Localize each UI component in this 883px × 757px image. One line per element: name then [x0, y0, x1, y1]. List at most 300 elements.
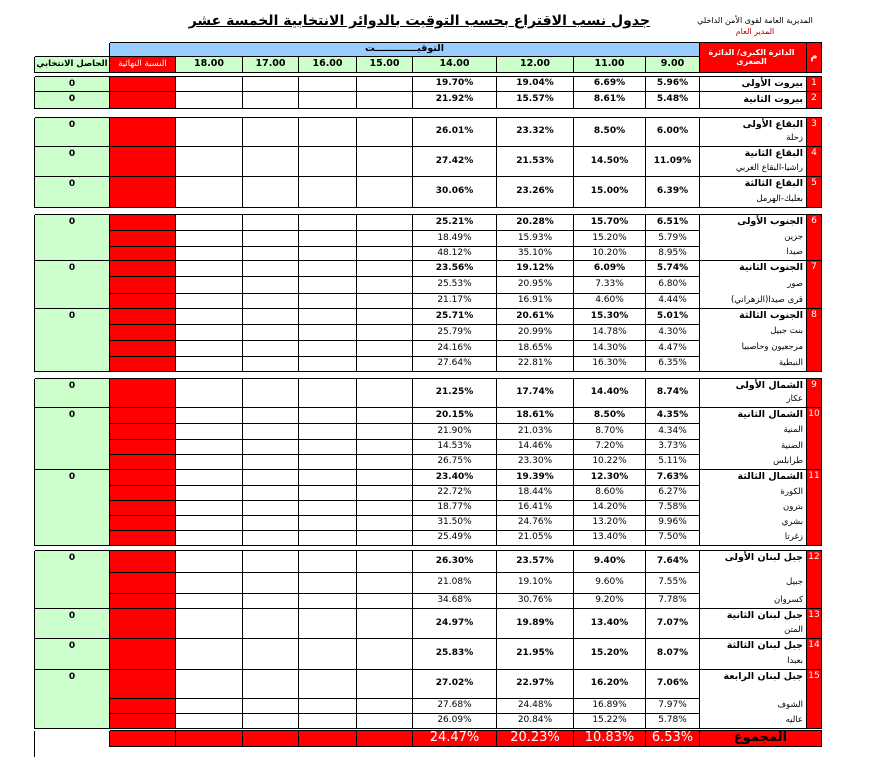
final-ratio-cell: [110, 77, 176, 92]
header-result: الحاصل الانتخابي: [35, 57, 110, 73]
turnout-value: 14.78%: [574, 325, 646, 341]
final-ratio-cell: [110, 341, 176, 357]
turnout-value: 16.41%: [497, 501, 574, 516]
result-cell: 0: [35, 408, 110, 470]
turnout-value: 7.97%: [646, 699, 700, 714]
turnout-value: 8.74%: [646, 379, 700, 408]
turnout-value: 27.42%: [413, 147, 497, 177]
time-cell-empty: [357, 486, 413, 501]
turnout-value: 18.44%: [497, 486, 574, 501]
time-cell-empty: [357, 516, 413, 531]
sub-district-name: بشري: [781, 516, 803, 527]
time-cell-empty: [176, 594, 243, 609]
total-value: 20.23%: [497, 731, 574, 747]
turnout-value: 5.74%: [646, 261, 700, 277]
turnout-value: 15.70%: [574, 215, 646, 231]
turnout-value: 24.16%: [413, 341, 497, 357]
result-cell: 0: [35, 609, 110, 639]
row-index: 15: [807, 670, 822, 729]
sub-district-name: بعلبك-الهرمل: [756, 194, 803, 204]
circle-name-cell: [700, 609, 807, 639]
time-cell-empty: [357, 92, 413, 109]
circle-name-cell: [700, 92, 807, 109]
circle-title: الشمال الثانية: [737, 409, 803, 420]
time-cell-empty: [243, 118, 299, 147]
turnout-value: 7.06%: [646, 670, 700, 699]
turnout-value: 4.30%: [646, 325, 700, 341]
time-cell-empty: [299, 531, 357, 546]
turnout-value: 15.22%: [574, 714, 646, 729]
turnout-value: 7.33%: [574, 277, 646, 294]
sub-district-name: النبطية: [778, 357, 803, 368]
time-cell-empty: [176, 699, 243, 714]
sub-district-name: المنية: [783, 425, 803, 435]
turnout-value: 7.20%: [574, 440, 646, 455]
time-cell-empty: [176, 277, 243, 294]
time-cell-empty: [357, 424, 413, 440]
time-cell-empty: [243, 325, 299, 341]
time-cell-empty: [176, 261, 243, 277]
turnout-value: 8.70%: [574, 424, 646, 440]
circle-title: الجنوب الأولى: [737, 216, 803, 227]
time-cell-empty: [299, 516, 357, 531]
final-ratio-cell: [110, 177, 176, 208]
time-cell-empty: [243, 261, 299, 277]
circle-title: الجنوب الثانية: [739, 262, 803, 273]
turnout-value: 10.20%: [574, 247, 646, 261]
circle-name-cell: [700, 379, 807, 408]
time-cell-empty: [243, 573, 299, 594]
turnout-value: 26.30%: [413, 551, 497, 573]
time-cell-empty: [176, 215, 243, 231]
header-time-16.00: 16.00: [299, 57, 357, 73]
turnout-value: 34.68%: [413, 594, 497, 609]
time-cell-empty: [176, 455, 243, 470]
total-empty-cell: [299, 731, 357, 747]
circle-title: البقاع الثانية: [744, 148, 803, 159]
circle-title: الشمال الأولى: [735, 380, 803, 391]
header-time: التوقيـــــــــــــت: [110, 43, 700, 57]
final-ratio-cell: [110, 501, 176, 516]
row-index: 4: [807, 147, 822, 177]
turnout-value: 6.80%: [646, 277, 700, 294]
sub-district-name: بيروت الثانية: [743, 93, 803, 105]
time-cell-empty: [299, 215, 357, 231]
turnout-value: 7.64%: [646, 551, 700, 573]
time-cell-empty: [176, 357, 243, 372]
time-cell-empty: [299, 341, 357, 357]
time-cell-empty: [176, 470, 243, 486]
time-cell-empty: [299, 147, 357, 177]
turnout-value: 5.11%: [646, 455, 700, 470]
time-cell-empty: [243, 277, 299, 294]
circle-name-cell: [700, 177, 807, 208]
sub-district-name: قرى صيدا(الزهراني): [731, 294, 803, 305]
turnout-value: 23.56%: [413, 261, 497, 277]
total-empty-cell: [176, 731, 243, 747]
circle-title: الشمال الثالثة: [737, 471, 803, 482]
turnout-value: 8.50%: [574, 118, 646, 147]
final-ratio-cell: [110, 408, 176, 424]
header-time-11.00: 11.00: [574, 57, 646, 73]
time-cell-empty: [176, 77, 243, 92]
turnout-value: 6.39%: [646, 177, 700, 208]
time-cell-empty: [299, 440, 357, 455]
time-cell-empty: [357, 341, 413, 357]
turnout-value: 16.30%: [574, 357, 646, 372]
sub-district-name: المتن: [784, 625, 803, 635]
turnout-value: 19.04%: [497, 77, 574, 92]
time-cell-empty: [243, 177, 299, 208]
turnout-value: 20.84%: [497, 714, 574, 729]
time-cell-empty: [299, 470, 357, 486]
time-cell-empty: [243, 294, 299, 309]
time-cell-empty: [357, 408, 413, 424]
final-ratio-cell: [110, 294, 176, 309]
turnout-value: 23.57%: [497, 551, 574, 573]
turnout-value: 21.90%: [413, 424, 497, 440]
turnout-value: 23.32%: [497, 118, 574, 147]
final-ratio-cell: [110, 118, 176, 147]
time-cell-empty: [243, 341, 299, 357]
result-cell: 0: [35, 551, 110, 609]
table-border: [34, 731, 35, 757]
turnout-value: 23.40%: [413, 470, 497, 486]
turnout-value: 3.73%: [646, 440, 700, 455]
turnout-value: 9.60%: [574, 573, 646, 594]
turnout-value: 5.01%: [646, 309, 700, 325]
turnout-value: 17.74%: [497, 379, 574, 408]
turnout-value: 21.05%: [497, 531, 574, 546]
turnout-value: 24.76%: [497, 516, 574, 531]
final-ratio-cell: [110, 573, 176, 594]
circle-title: البقاع الأولى: [742, 119, 803, 130]
final-ratio-cell: [110, 440, 176, 455]
final-ratio-cell: [110, 699, 176, 714]
turnout-value: 16.91%: [497, 294, 574, 309]
turnout-value: 14.20%: [574, 501, 646, 516]
time-cell-empty: [176, 424, 243, 440]
turnout-value: 9.40%: [574, 551, 646, 573]
time-cell-empty: [243, 357, 299, 372]
turnout-value: 7.78%: [646, 594, 700, 609]
time-cell-empty: [299, 261, 357, 277]
row-index: 13: [807, 609, 822, 639]
turnout-value: 31.50%: [413, 516, 497, 531]
time-cell-empty: [357, 531, 413, 546]
row-index: 10: [807, 408, 822, 470]
turnout-value: 6.27%: [646, 486, 700, 501]
time-cell-empty: [243, 147, 299, 177]
row-index: 1: [807, 77, 822, 92]
turnout-value: 19.70%: [413, 77, 497, 92]
turnout-value: 20.15%: [413, 408, 497, 424]
circle-name-cell: [700, 118, 807, 147]
turnout-value: 21.53%: [497, 147, 574, 177]
time-cell-empty: [357, 77, 413, 92]
time-cell-empty: [299, 325, 357, 341]
final-ratio-cell: [110, 639, 176, 670]
time-cell-empty: [243, 379, 299, 408]
turnout-value: 19.39%: [497, 470, 574, 486]
total-empty-cell: [243, 731, 299, 747]
time-cell-empty: [357, 714, 413, 729]
time-cell-empty: [357, 261, 413, 277]
turnout-value: 15.20%: [574, 639, 646, 670]
header-time-17.00: 17.00: [243, 57, 299, 73]
time-cell-empty: [357, 470, 413, 486]
circle-title: جبل لبنان الثالثة: [726, 640, 803, 651]
time-cell-empty: [357, 309, 413, 325]
time-cell-empty: [243, 455, 299, 470]
time-cell-empty: [243, 531, 299, 546]
time-cell-empty: [299, 699, 357, 714]
row-index: 5: [807, 177, 822, 208]
header-final-ratio: النسبة النهائية: [110, 57, 176, 73]
final-ratio-cell: [110, 309, 176, 325]
final-ratio-cell: [110, 470, 176, 486]
final-ratio-cell: [110, 379, 176, 408]
time-cell-empty: [299, 92, 357, 109]
sub-district-name: الشوف: [777, 699, 803, 710]
turnout-value: 11.09%: [646, 147, 700, 177]
time-cell-empty: [299, 309, 357, 325]
time-cell-empty: [299, 486, 357, 501]
time-cell-empty: [243, 594, 299, 609]
turnout-value: 14.30%: [574, 341, 646, 357]
row-index: 11: [807, 470, 822, 546]
result-cell: 0: [35, 379, 110, 408]
total-value: 10.83%: [574, 731, 646, 747]
time-cell-empty: [176, 92, 243, 109]
circle-name-cell: [700, 77, 807, 92]
turnout-value: 6.09%: [574, 261, 646, 277]
time-cell-empty: [243, 231, 299, 247]
circle-name-cell: [700, 215, 807, 261]
turnout-value: 25.21%: [413, 215, 497, 231]
time-cell-empty: [299, 408, 357, 424]
sub-district-name: بترون: [783, 501, 803, 512]
turnout-value: 13.40%: [574, 609, 646, 639]
result-cell: 0: [35, 309, 110, 372]
turnout-value: 7.55%: [646, 573, 700, 594]
time-cell-empty: [176, 573, 243, 594]
turnout-value: 6.00%: [646, 118, 700, 147]
time-cell-empty: [176, 341, 243, 357]
turnout-value: 26.01%: [413, 118, 497, 147]
turnout-value: 22.97%: [497, 670, 574, 699]
turnout-value: 24.48%: [497, 699, 574, 714]
turnout-value: 23.30%: [497, 455, 574, 470]
time-cell-empty: [176, 294, 243, 309]
time-cell-empty: [176, 231, 243, 247]
time-cell-empty: [299, 247, 357, 261]
circle-title: البقاع الثالثة: [744, 178, 803, 189]
result-cell: 0: [35, 147, 110, 177]
turnout-value: 22.72%: [413, 486, 497, 501]
circle-name-cell: [700, 470, 807, 546]
turnout-value: 14.40%: [574, 379, 646, 408]
time-cell-empty: [357, 670, 413, 699]
sub-district-name: زغرتا: [784, 531, 803, 542]
org-name: المديرية العامة لقوى الأمن الداخلي: [697, 16, 813, 25]
turnout-value: 8.50%: [574, 408, 646, 424]
result-cell: 0: [35, 261, 110, 309]
turnout-value: 20.61%: [497, 309, 574, 325]
turnout-value: 21.95%: [497, 639, 574, 670]
final-ratio-cell: [110, 231, 176, 247]
turnout-value: 18.77%: [413, 501, 497, 516]
page-title: جدول نسب الاقتراع بحسب التوقيت بالدوائر الانتخابية الخمسة عشر: [188, 13, 650, 29]
time-cell-empty: [176, 551, 243, 573]
turnout-value: 7.58%: [646, 501, 700, 516]
final-ratio-cell: [110, 424, 176, 440]
time-cell-empty: [176, 501, 243, 516]
turnout-value: 6.51%: [646, 215, 700, 231]
time-cell-empty: [176, 670, 243, 699]
circle-name-cell: [700, 670, 807, 729]
final-ratio-cell: [110, 486, 176, 501]
turnout-value: 25.53%: [413, 277, 497, 294]
circle-name-cell: [700, 408, 807, 470]
circle-title: جبل لبنان الثانية: [726, 610, 803, 621]
turnout-value: 15.30%: [574, 309, 646, 325]
time-cell-empty: [243, 639, 299, 670]
total-value: 24.47%: [413, 731, 497, 747]
turnout-value: 8.60%: [574, 486, 646, 501]
final-ratio-cell: [110, 551, 176, 573]
time-cell-empty: [357, 215, 413, 231]
time-cell-empty: [243, 486, 299, 501]
time-cell-empty: [299, 551, 357, 573]
circle-title: جبل لبنان الأولى: [724, 552, 803, 563]
sub-district-name: زحلة: [786, 133, 803, 143]
total-value: 6.53%: [646, 731, 700, 747]
circle-name-cell: [700, 309, 807, 372]
turnout-value: 7.63%: [646, 470, 700, 486]
time-cell-empty: [299, 77, 357, 92]
time-cell-empty: [176, 516, 243, 531]
turnout-value: 15.00%: [574, 177, 646, 208]
row-index: 9: [807, 379, 822, 408]
final-ratio-cell: [110, 261, 176, 277]
final-ratio-cell: [110, 277, 176, 294]
row-index: 3: [807, 118, 822, 147]
turnout-value: 21.08%: [413, 573, 497, 594]
turnout-value: 18.65%: [497, 341, 574, 357]
time-cell-empty: [357, 501, 413, 516]
total-label: المجموع: [700, 731, 822, 747]
result-cell: 0: [35, 77, 110, 92]
turnout-value: 14.53%: [413, 440, 497, 455]
turnout-value: 5.78%: [646, 714, 700, 729]
turnout-value: 15.93%: [497, 231, 574, 247]
time-cell-empty: [243, 470, 299, 486]
turnout-value: 27.64%: [413, 357, 497, 372]
row-index: 12: [807, 551, 822, 609]
turnout-value: 8.07%: [646, 639, 700, 670]
turnout-value: 14.46%: [497, 440, 574, 455]
time-cell-empty: [299, 609, 357, 639]
turnout-value: 20.99%: [497, 325, 574, 341]
time-cell-empty: [357, 573, 413, 594]
time-cell-empty: [357, 379, 413, 408]
turnout-value: 4.47%: [646, 341, 700, 357]
time-cell-empty: [357, 294, 413, 309]
time-cell-empty: [299, 714, 357, 729]
turnout-value: 21.17%: [413, 294, 497, 309]
sub-district-name: جبيل: [786, 576, 803, 587]
turnout-value: 35.10%: [497, 247, 574, 261]
time-cell-empty: [299, 177, 357, 208]
time-cell-empty: [243, 77, 299, 92]
turnout-value: 7.07%: [646, 609, 700, 639]
time-cell-empty: [299, 455, 357, 470]
turnout-value: 4.34%: [646, 424, 700, 440]
time-cell-empty: [243, 516, 299, 531]
turnout-value: 4.60%: [574, 294, 646, 309]
final-ratio-cell: [110, 325, 176, 341]
time-cell-empty: [299, 594, 357, 609]
header-index: م: [807, 43, 822, 73]
time-cell-empty: [299, 357, 357, 372]
turnout-value: 18.49%: [413, 231, 497, 247]
result-cell: 0: [35, 92, 110, 109]
turnout-value: 6.69%: [574, 77, 646, 92]
turnout-value: 26.09%: [413, 714, 497, 729]
turnout-value: 20.95%: [497, 277, 574, 294]
time-cell-empty: [243, 699, 299, 714]
result-cell: 0: [35, 118, 110, 147]
sub-district-name: صيدا: [786, 247, 803, 257]
turnout-value: 5.79%: [646, 231, 700, 247]
final-ratio-cell: [110, 670, 176, 699]
final-ratio-cell: [110, 714, 176, 729]
header-time-12.00: 12.00: [497, 57, 574, 73]
time-cell-empty: [299, 670, 357, 699]
header-time-15.00: 15.00: [357, 57, 413, 73]
turnout-value: 8.61%: [574, 92, 646, 109]
time-cell-empty: [357, 699, 413, 714]
sub-district-name: الضنية: [780, 440, 803, 451]
final-ratio-cell: [110, 609, 176, 639]
turnout-value: 27.68%: [413, 699, 497, 714]
turnout-value: 30.76%: [497, 594, 574, 609]
turnout-value: 13.20%: [574, 516, 646, 531]
sub-district-name: بيروت الأولى: [741, 77, 803, 89]
turnout-value: 19.12%: [497, 261, 574, 277]
header-time-9.00: 9.00: [646, 57, 700, 73]
turnout-value: 23.26%: [497, 177, 574, 208]
final-ratio-cell: [110, 247, 176, 261]
turnout-value: 15.57%: [497, 92, 574, 109]
turnout-value: 26.75%: [413, 455, 497, 470]
time-cell-empty: [357, 455, 413, 470]
row-index: 14: [807, 639, 822, 670]
time-cell-empty: [299, 118, 357, 147]
time-cell-empty: [299, 379, 357, 408]
turnout-value: 24.97%: [413, 609, 497, 639]
turnout-value: 9.20%: [574, 594, 646, 609]
circle-title: الجنوب الثالثة: [739, 310, 803, 321]
time-cell-empty: [243, 501, 299, 516]
result-cell: 0: [35, 177, 110, 208]
sub-district-name: طرابلس: [773, 455, 803, 466]
time-cell-empty: [357, 639, 413, 670]
turnout-value: 48.12%: [413, 247, 497, 261]
turnout-value: 9.96%: [646, 516, 700, 531]
turnout-value: 19.89%: [497, 609, 574, 639]
